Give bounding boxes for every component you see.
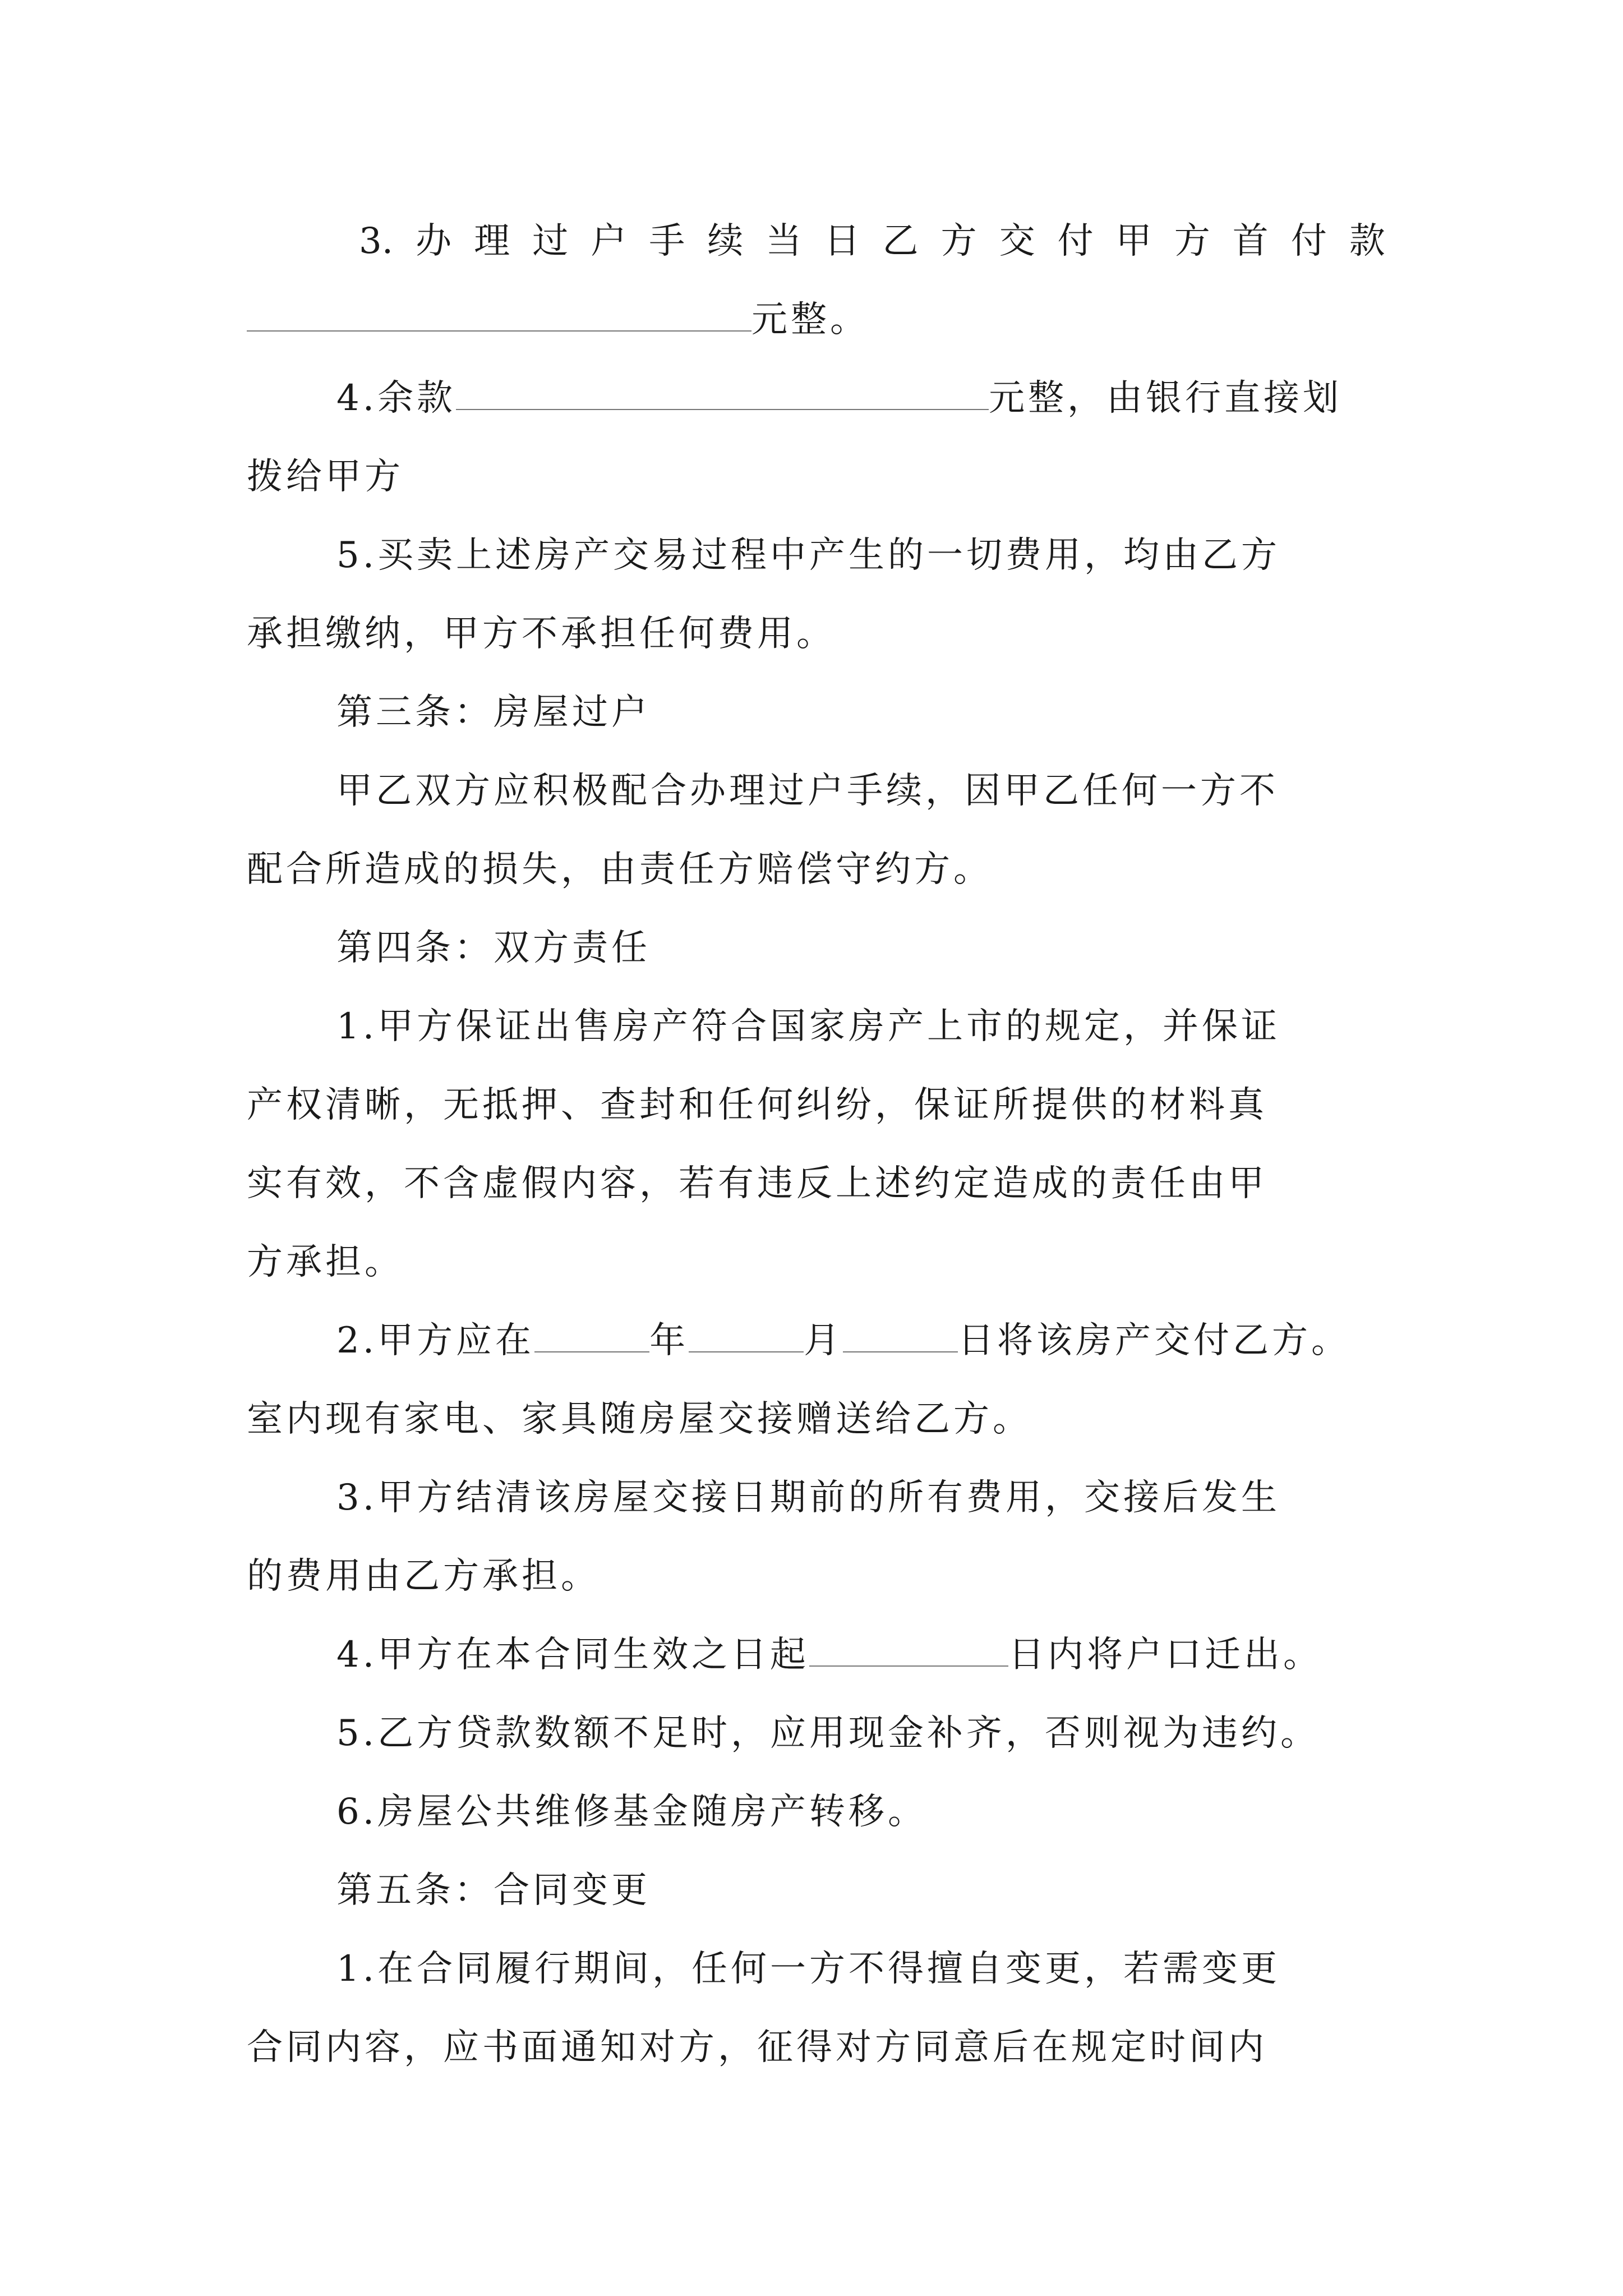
down-payment-blank (247, 296, 751, 332)
clause-4-heading: 第四条：双方责任 (336, 927, 651, 969)
clause-4-item-1-line-2: 产权清晰，无抵押、查封和任何纠纷，保证所提供的材料真 (247, 1084, 1267, 1126)
clause-2-item-5-line-1: 5.买卖上述房产交易过程中产生的一切费用，均由乙方 (336, 535, 1281, 576)
clause-2-item-4-line-1: 4.余款 元整，由银行直接划 (336, 367, 1385, 429)
balance-blank (456, 374, 989, 410)
clause-2-item-3-line-1: 3. 办 理 过 户 手 续 当 日 乙 方 交 付 甲 方 首 付 款 (359, 210, 1385, 272)
clause-4-item-1-line-4: 方承担。 (247, 1241, 404, 1283)
month-blank (689, 1317, 804, 1352)
clause-4-item-1-line-1: 1.甲方保证出售房产符合国家房产上市的规定，并保证 (336, 1006, 1281, 1047)
clause-4-item-3-line-2: 的费用由乙方承担。 (247, 1556, 600, 1597)
year-blank (534, 1317, 649, 1352)
day-blank (843, 1317, 958, 1352)
clause-3-line-1: 甲乙双方应积极配合办理过户手续，因甲乙任何一方不 (336, 770, 1279, 812)
clause-3-line-2: 配合所造成的损失，由责任方赔偿守约方。 (247, 849, 993, 890)
clause-4-item-5-line-1: 5.乙方贷款数额不足时，应用现金补齐，否则视为违约。 (336, 1713, 1320, 1754)
clause-2-item-4-line-2: 拨给甲方 (247, 456, 404, 498)
days-blank (809, 1631, 1008, 1667)
clause-4-item-1-line-3: 实有效，不含虚假内容，若有违反上述约定造成的责任由甲 (247, 1163, 1267, 1204)
item-number: 3. (359, 220, 394, 262)
clause-5-item-1-line-1: 1.在合同履行期间，任何一方不得擅自变更，若需变更 (336, 1948, 1281, 1990)
clause-4-item-6-line-1: 6.房屋公共维修基金随房产转移。 (336, 1791, 928, 1833)
clause-2-item-3-line-2: 元整。 (247, 289, 1385, 351)
clause-5-heading: 第五条：合同变更 (336, 1870, 651, 1911)
clause-4-item-3-line-1: 3.甲方结清该房屋交接日期前的所有费用，交接后发生 (336, 1477, 1281, 1519)
clause-2-item-5-line-2: 承担缴纳，甲方不承担任何费用。 (247, 613, 836, 655)
clause-4-item-2-line-2: 室内现有家电、家具随房屋交接赠送给乙方。 (247, 1398, 1032, 1440)
clause-3-heading: 第三条：房屋过户 (336, 692, 651, 733)
clause-5-item-1-line-2: 合同内容，应书面通知对方，征得对方同意后在规定时间内 (247, 2027, 1267, 2068)
clause-4-item-2-line-1: 2.甲方应在 年 月 日将该房产交付乙方。 (336, 1310, 1385, 1372)
clause-4-item-4-line-1: 4.甲方在本合同生效之日起 日内将户口迁出。 (336, 1624, 1385, 1686)
